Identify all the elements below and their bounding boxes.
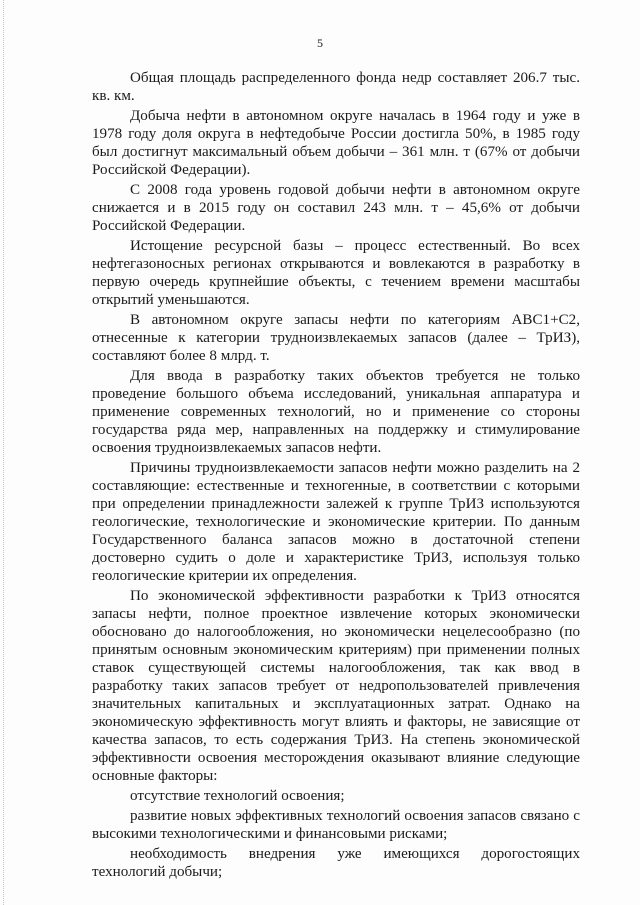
paragraph-development-requirements: Для ввода в разработку таких объектов требуется не только проведение большого объема исследований, уникальная аппаратура и применение современных технологий, но и применение со стороны государства ряда мер, направленных на поддержку и стимулирование освоения трудноизвлекаемых запасов нефти. bbox=[92, 368, 580, 456]
paragraph-resource-depletion: Истощение ресурсной базы – процесс естественный. Во всех нефтегазоносных регионах открываются и вовлекаются в разработку в первую очередь крупнейшие объекты, с течением времени масштабы открытий уменьшаются. bbox=[92, 238, 580, 308]
paragraph-economic-efficiency: По экономической эффективности разработки к ТрИЗ относятся запасы нефти, полное проектное извлечение которых экономически обосновано до налогообложения, но экономически нецелесообразно (по принятым основным экономическим критериям) при применении полных ставок существующей системы налогообложения, так как ввод в разработку таких запасов требует от недропользователей привлечения значительных капитальных и эксплуатационных затрат. Однако на экономическую эффективность могут влиять и факторы, не зависящие от качества запасов, то есть содержания ТрИЗ. На степень экономической эффективности освоения месторождения оказывают влияние следующие основные факторы: bbox=[92, 588, 580, 784]
list-item-factor-1: отсутствие технологий освоения; bbox=[130, 788, 345, 804]
paragraph-production-decline: С 2008 года уровень годовой добычи нефти в автономном округе снижается и в 2015 году он составил 243 млн. т – 45,6% от добычи Российской Федерации. bbox=[92, 182, 580, 234]
paragraph-hard-to-recover-reserves: В автономном округе запасы нефти по категориям АВС1+С2, отнесенные к категории трудноизвлекаемых запасов (далее – ТрИЗ), составляют более 8 млрд. т. bbox=[92, 312, 580, 364]
document-body bbox=[92, 69, 580, 881]
paragraph-production-history: Добыча нефти в автономном округе началась в 1964 году и уже в 1978 году доля округа в нефтедобыче России достигла 50%, в 1985 году был достигнут максимальный объем добычи – 361 млн. т (67% от добычи Российской Федерации). bbox=[92, 108, 580, 178]
paragraph-causes-of-difficulty: Причины трудноизвлекаемости запасов нефти можно разделить на 2 составляющие: естественные и техногенные, в соответствии с которыми при определении принадлежности залежей к группе ТрИЗ используются геологические, технологические и экономические критерии. По данным Государственного баланса запасов можно в достаточной степени достоверно судить о доле и характеристике ТрИЗ, используя только геологические критерии их определения. bbox=[92, 460, 580, 584]
list-item-factor-3: необходимость внедрения уже имеющихся дорогостоящих технологий добычи; bbox=[92, 846, 580, 880]
scan-edge-marks bbox=[3, 0, 5, 905]
list-item-factor-2: развитие новых эффективных технологий освоения запасов связано с высокими технологическими и финансовыми рисками; bbox=[92, 808, 580, 842]
page-number: 5 bbox=[317, 36, 323, 50]
paragraph-fund-area: Общая площадь распределенного фонда недр составляет 206.7 тыс. кв. км. bbox=[92, 70, 580, 104]
